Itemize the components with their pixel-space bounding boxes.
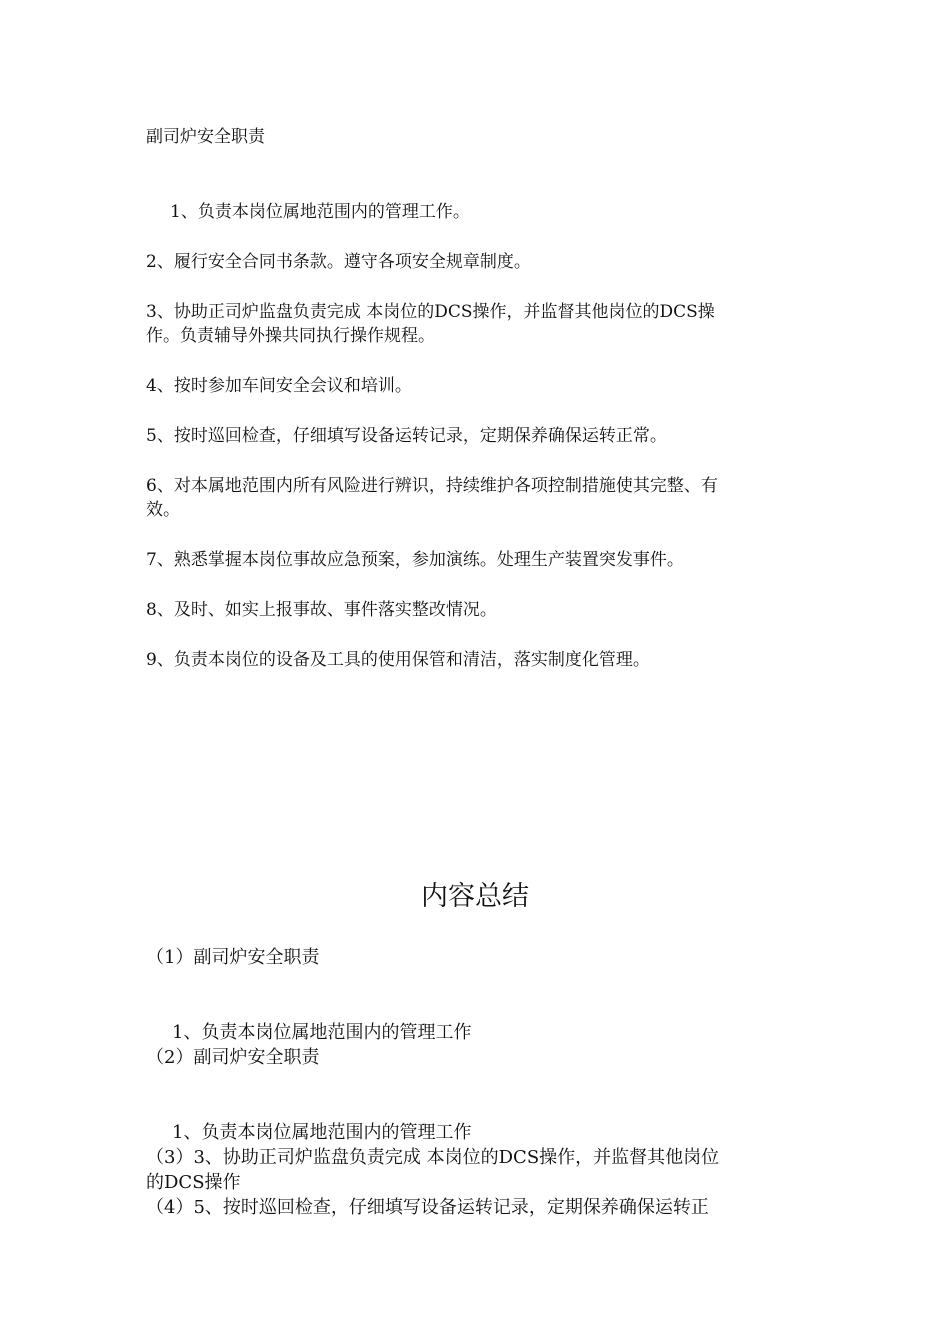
summary-heading: 内容总结 xyxy=(421,881,529,912)
summary-line-5: （3）3、协助正司炉监盘负责完成 本岗位的DCS操作，并监督其他岗位 xyxy=(146,1147,720,1168)
summary-line-7: （4）5、按时巡回检查，仔细填写设备运转记录，定期保养确保运转正 xyxy=(146,1197,709,1218)
summary-line-3: （2）副司炉安全职责 xyxy=(146,1047,320,1068)
summary-line-4: 1、负责本岗位属地范围内的管理工作 xyxy=(172,1122,472,1143)
duty-item-2: 2、履行安全合同书条款。遵守各项安全规章制度。 xyxy=(146,252,531,272)
duty-item-1: 1、负责本岗位属地范围内的管理工作。 xyxy=(170,202,470,222)
document-title: 副司炉安全职责 xyxy=(146,127,265,147)
summary-line-6: 的DCS操作 xyxy=(146,1172,241,1193)
duty-item-6-line-2: 效。 xyxy=(146,500,180,520)
duty-item-8: 8、及时、如实上报事故、事件落实整改情况。 xyxy=(146,600,497,620)
duty-item-5: 5、按时巡回检查，仔细填写设备运转记录，定期保养确保运转正常。 xyxy=(146,426,667,446)
summary-line-1: （1）副司炉安全职责 xyxy=(146,947,320,968)
duty-item-3-line-1: 3、协助正司炉监盘负责完成 本岗位的DCS操作，并监督其他岗位的DCS操 xyxy=(146,302,715,322)
duty-item-3-line-2: 作。负责辅导外操共同执行操作规程。 xyxy=(146,326,435,346)
duty-item-6-line-1: 6、对本属地范围内所有风险进行辨识，持续维护各项控制措施使其完整、有 xyxy=(146,476,718,496)
duty-item-9: 9、负责本岗位的设备及工具的使用保管和清洁，落实制度化管理。 xyxy=(146,650,650,670)
duty-item-4: 4、按时参加车间安全会议和培训。 xyxy=(146,376,412,396)
duty-item-7: 7、熟悉掌握本岗位事故应急预案，参加演练。处理生产装置突发事件。 xyxy=(146,550,684,570)
summary-line-2: 1、负责本岗位属地范围内的管理工作 xyxy=(172,1022,472,1043)
